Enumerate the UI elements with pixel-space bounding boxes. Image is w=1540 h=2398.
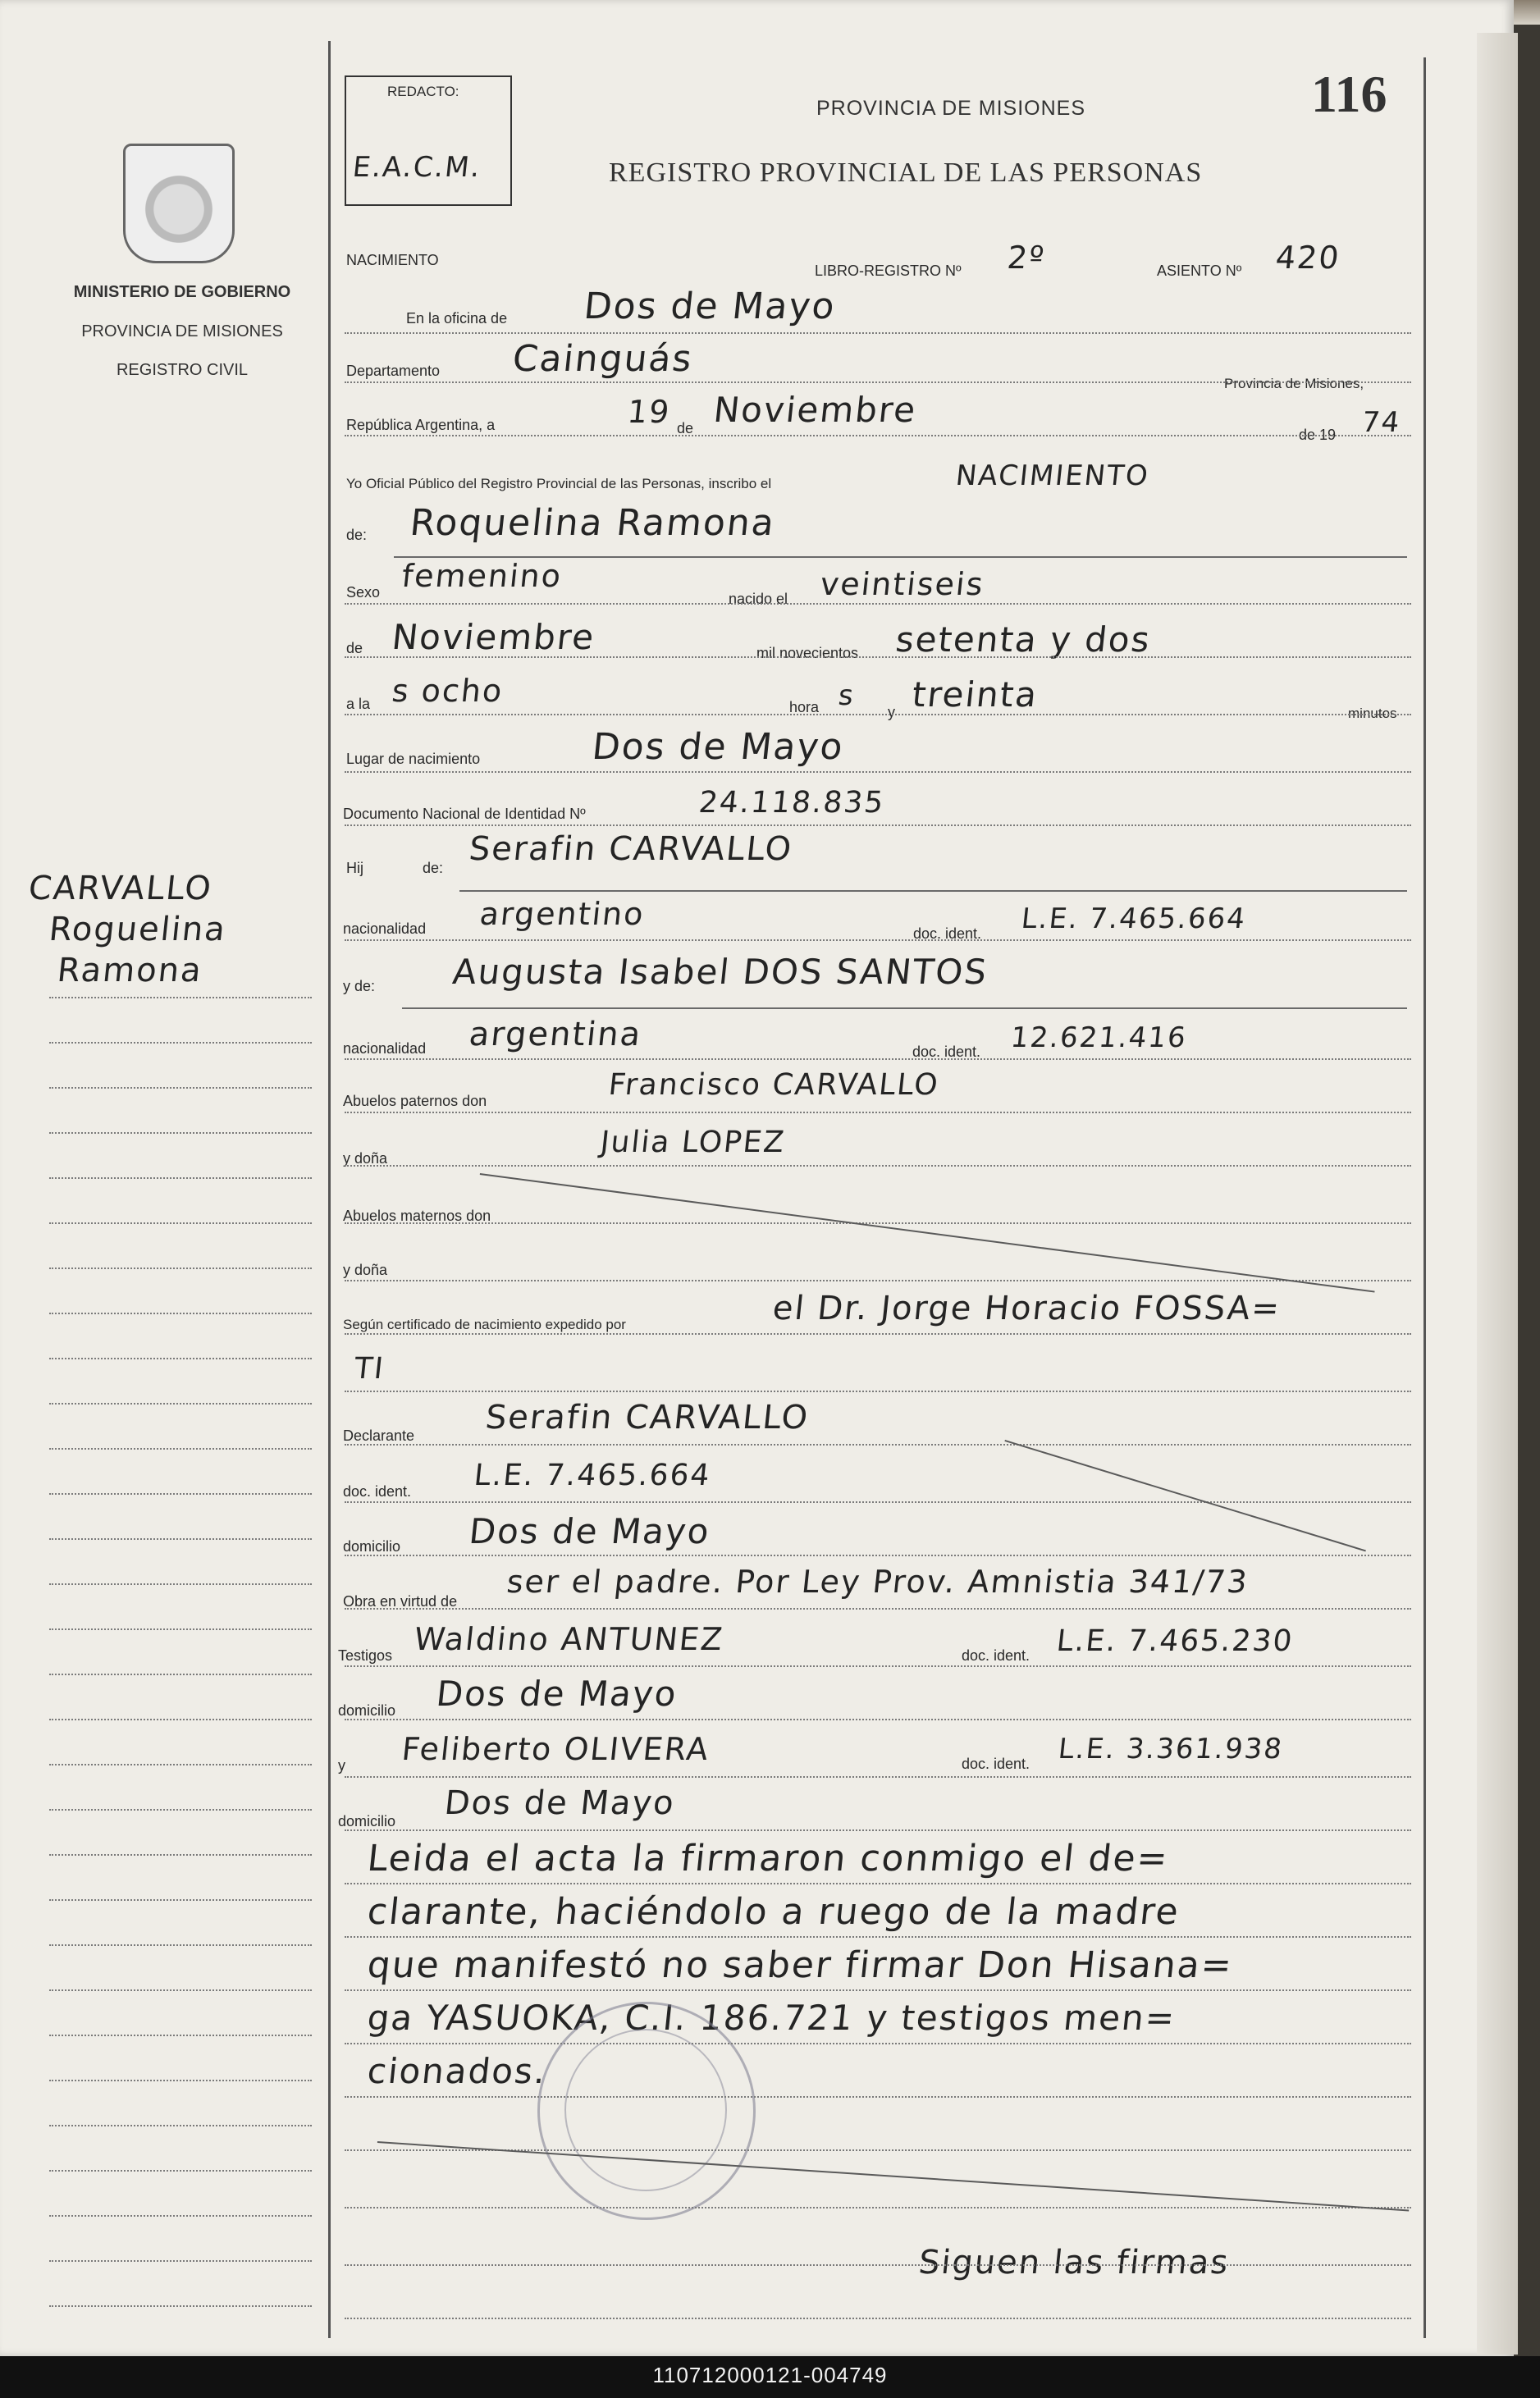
label-oficina: En la oficina de [406,310,508,327]
margin-line [49,2305,312,2307]
dotted-line [345,1776,1411,1778]
signoff: Siguen las firmas [916,2244,1232,2282]
province-title: PROVINCIA DE MISIONES [81,322,283,340]
value-anio: 74 [1359,406,1403,439]
value-abuelo-pat: Francisco CARVALLO [606,1068,941,1102]
label-sexo: Sexo [346,584,381,601]
value-minutos: treinta [910,674,1040,715]
dotted-line [345,435,1411,436]
label-doc-ident4: doc. ident. [962,1647,1030,1664]
label-doc-ident5: doc. ident. [962,1756,1030,1772]
closing-line: ga YASUOKA, C.I. 186.721 y testigos men= [365,1998,1178,2038]
dotted-line [345,824,1411,826]
value-anio-nac: setenta y dos [893,619,1154,660]
closing-line: Leida el acta la firmaron conmigo el de= [365,1838,1172,1880]
document-code: 110712000121-004749 [652,2363,888,2387]
dotted-line [345,1989,1411,1991]
value-obra: ser el padre. Por Ley Prov. Amnistia 341/73 [505,1564,1250,1600]
label-y: y [888,704,895,720]
value-testigo1: Waldino ANTUNEZ [412,1621,726,1657]
dotted-line [345,1280,1411,1281]
label-yo-oficial: Yo Oficial Público del Registro Provincial de las Personas, inscribo el [346,476,772,491]
margin-line [49,1403,312,1405]
value-madre: Augusta Isabel DOS SANTOS [450,952,990,992]
dotted-line [345,1165,1411,1167]
value-declarante: Serafin CARVALLO [483,1399,811,1437]
dotted-line [345,1058,1411,1060]
label-doc-ident: doc. ident. [913,925,982,942]
margin-line [49,1628,312,1630]
dotted-line [345,939,1411,941]
dotted-line [345,1333,1411,1335]
value-mes: Noviembre [711,390,919,430]
label-hijo: Hij [346,860,363,876]
margin-line [49,1493,312,1495]
label-de2: de [346,640,363,656]
label-y-dona2: y doña [343,1262,388,1278]
dotted-line [345,1883,1411,1884]
label-domicilio3: domicilio [338,1813,396,1829]
value-nac-padre: argentino [478,896,647,932]
margin-line [49,1448,312,1450]
label-de: de: [346,527,368,543]
label-y-dona: y doña [343,1150,388,1167]
margin-line [49,1764,312,1765]
registry-title: REGISTRO PROVINCIAL DE LAS PERSONAS [609,158,1203,188]
value-dni: 24.118.835 [697,786,887,820]
dotted-line [345,714,1411,715]
value-segun-cont: TI [352,1352,386,1386]
label-segun: Según certificado de nacimiento expedido por [343,1317,626,1332]
margin-line [49,1132,312,1134]
redacto-box [345,75,512,206]
value-asiento: 420 [1273,240,1342,276]
dotted-line [345,2264,1411,2266]
value-hora: s ocho [390,673,505,709]
value-segun: el Dr. Jorge Horacio FOSSA= [770,1290,1283,1327]
dotted-line [345,1665,1411,1667]
dotted-line [345,1501,1411,1503]
margin-line [49,1313,312,1314]
margin-note-name2: Ramona [55,952,205,989]
page-number: 116 [1311,65,1387,123]
dotted-line [345,771,1411,773]
dotted-line [345,2207,1411,2208]
label-libro: LIBRO-REGISTRO Nº [815,263,962,279]
closing-line: clarante, haciéndolo a ruego de la madre [365,1891,1182,1933]
label-ala: a la [346,696,371,712]
margin-line [49,1989,312,1991]
label-de-year: de 19 [1299,427,1337,443]
label-y-de: y de: [343,978,376,994]
label-nacionalidad: nacionalidad [343,920,427,937]
label-de-mid: de [677,420,694,436]
dotted-line [345,2096,1411,2098]
value-doc-madre: 12.621.416 [1008,1021,1189,1054]
label-nacimiento: NACIMIENTO [346,252,439,268]
label-abuelos-mat: Abuelos maternos don [343,1208,491,1224]
dotted-line [345,1555,1411,1556]
value-sexo: femenino [400,558,564,594]
value-doc-testigo1: L.E. 7.465.230 [1054,1624,1296,1658]
margin-line [49,1268,312,1269]
margin-line [49,2260,312,2262]
value-tipo: NACIMIENTO [953,459,1151,492]
label-hijo-de: de: [423,860,444,876]
registry-stamp [537,2002,756,2220]
margin-line [49,2170,312,2172]
closing-line: cionados. [365,2051,549,2091]
right-rule [1423,57,1426,2338]
dotted-line [345,1112,1411,1113]
margin-line [49,1358,312,1359]
solid-line [459,890,1407,892]
margin-line [49,1674,312,1675]
label-minutos: minutos [1348,706,1397,721]
office-title: REGISTRO CIVIL [116,361,249,379]
value-testigo2: Feliberto OLIVERA [400,1731,712,1767]
margin-line [49,1899,312,1901]
label-declarante: Declarante [343,1427,415,1444]
margin-line [49,1087,312,1089]
margin-line [49,1222,312,1224]
margin-line [49,1538,312,1540]
label-republica: República Argentina, a [346,417,496,433]
dotted-line [345,332,1411,334]
margin-line [49,1809,312,1811]
value-doc-testigo2: L.E. 3.361.938 [1056,1733,1285,1765]
value-nombre: Roquelina Ramona [408,502,778,544]
label-abuelos-pat: Abuelos paternos don [343,1093,487,1109]
margin-line [49,1042,312,1044]
dotted-line [345,1444,1411,1446]
label-domicilio: domicilio [343,1538,401,1555]
label-nacionalidad2: nacionalidad [343,1040,427,1057]
label-mil: mil novecientos [756,645,859,661]
margin-line [49,2035,312,2036]
label-testigos: Testigos [338,1647,393,1664]
value-doc-declarante: L.E. 7.465.664 [472,1459,713,1492]
label-asiento: ASIENTO Nº [1157,263,1242,279]
closing-line: que manifestó no saber firmar Don Hisana= [365,1944,1236,1986]
ministry-title: MINISTERIO DE GOBIERNO [73,283,291,301]
redacto-label: REDACTO: [387,84,459,99]
label-dni: Documento Nacional de Identidad Nº [343,806,586,822]
value-nac-madre: argentina [467,1016,644,1053]
province-header: PROVINCIA DE MISIONES [816,97,1086,120]
dotted-line [345,1391,1411,1392]
value-dia: 19 [625,394,673,430]
label-nacido: nacido el [729,591,788,607]
margin-line [49,1944,312,1946]
value-nacido: veintiseis [818,566,986,602]
coat-of-arms-icon [123,144,235,263]
value-domicilio-testigo1: Dos de Mayo [434,1674,680,1714]
dotted-line [345,2043,1411,2044]
margin-line [49,1719,312,1720]
solid-line [402,1007,1407,1009]
value-hora-s: s [836,679,857,712]
dotted-line [345,381,1411,383]
margin-line [49,997,312,998]
value-libro: 2º [1005,240,1048,276]
label-doc-ident2: doc. ident. [912,1044,981,1060]
margin-line [49,2125,312,2126]
margin-line [49,1583,312,1585]
margin-line [49,1177,312,1179]
label-y2: y [338,1757,345,1774]
value-doc-padre: L.E. 7.465.664 [1019,902,1248,935]
label-provincia: Provincia de Misiones, [1224,376,1364,391]
label-doc-ident3: doc. ident. [343,1483,412,1500]
value-domicilio-declarante: Dos de Mayo [467,1511,713,1551]
dotted-line [345,1936,1411,1938]
dotted-line [345,1719,1411,1720]
label-hora: hora [789,699,820,715]
dotted-line [345,603,1411,605]
dotted-line [345,1608,1411,1610]
page-edge [1477,33,1518,2355]
dotted-line [345,656,1411,658]
margin-line [49,2215,312,2217]
value-mes-nac: Noviembre [390,617,597,657]
margin-note-surname: CARVALLO [26,870,215,907]
redacto-initials: E.A.C.M. [350,151,483,184]
label-lugar: Lugar de nacimiento [346,751,481,767]
label-domicilio2: domicilio [338,1702,396,1719]
value-padre: Serafin CARVALLO [467,830,795,868]
value-oficina: Dos de Mayo [582,285,839,327]
dotted-line [345,1222,1411,1224]
label-departamento: Departamento [346,363,441,379]
margin-rule [328,41,331,2338]
dotted-line [345,2318,1411,2319]
label-obra: Obra en virtud de [343,1593,458,1610]
margin-line [49,2080,312,2081]
margin-note-name1: Roguelina [47,911,229,948]
value-domicilio-testigo2: Dos de Mayo [442,1784,678,1822]
value-lugar: Dos de Mayo [590,726,847,768]
value-abuela-pat: Julia LOPEZ [598,1126,788,1159]
dotted-line [345,1829,1411,1831]
solid-line [394,556,1407,558]
margin-line [49,1854,312,1856]
value-departamento: Cainguás [510,338,696,380]
